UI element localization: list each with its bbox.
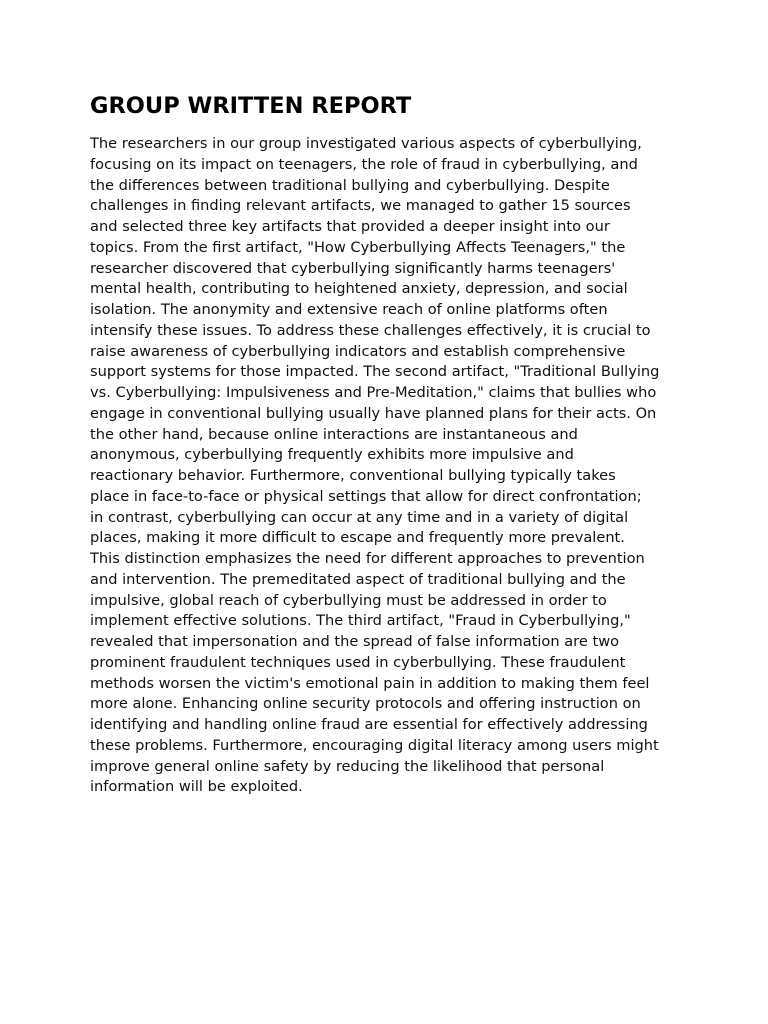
report-body-line: place in face-to-face or physical settings that allow for direct confrontation; [90, 487, 642, 505]
report-body-line: topics. From the first artifact, "How Cyberbullying Affects Teenagers," the [90, 238, 626, 256]
report-body-line: anonymous, cyberbullying frequently exhibits more impulsive and [90, 446, 574, 464]
report-body [90, 134, 690, 798]
report-body-line: implement effective solutions. The third artifact, "Fraud in Cyberbullying," [90, 612, 631, 630]
report-body-line: focusing on its impact on teenagers, the role of fraud in cyberbullying, and [90, 155, 638, 173]
report-body-line: revealed that impersonation and the spread of false information are two [90, 633, 620, 650]
report-body-line: researcher discovered that cyberbullying significantly harms teenagers' [90, 259, 616, 277]
report-body-line: information will be exploited. [90, 778, 303, 796]
report-body-line: and intervention. The premeditated aspect of traditional bullying and the [90, 570, 626, 588]
report-body-line: identifying and handling online fraud are essential for effectively addressing [90, 716, 648, 733]
report-body-line: raise awareness of cyberbullying indicators and establish comprehensive [90, 342, 626, 360]
report-body-line: This distinction emphasizes the need for different approaches to prevention [90, 550, 645, 567]
report-body-line: these problems. Furthermore, encouraging digital literacy among users might [90, 736, 659, 754]
report-body-line: reactionary behavior. Furthermore, conventional bullying typically takes [90, 467, 616, 484]
report-body-line: the differences between traditional bullying and cyberbullying. Despite [90, 176, 610, 194]
report-body-line: and selected three key artifacts that provided a deeper insight into our [90, 218, 610, 235]
report-body-line: places, making it more difficult to escape and frequently more prevalent. [90, 529, 625, 547]
report-body-line: mental health, contributing to heightened anxiety, depression, and social [90, 280, 628, 298]
report-body-line: challenges in finding relevant artifacts, we managed to gather 15 sources [90, 197, 631, 215]
report-body-line: more alone. Enhancing online security protocols and offering instruction on [90, 695, 641, 713]
report-body-line: impulsive, global reach of cyberbullying must be addressed in order to [90, 591, 607, 609]
report-body-line: in contrast, cyberbullying can occur at any time and in a variety of digital [90, 508, 629, 526]
report-body-line: vs. Cyberbullying: Impulsiveness and Pre-Meditation," claims that bullies who [90, 384, 657, 401]
report-body-line: support systems for those impacted. The second artifact, "Traditional Bullying [90, 363, 660, 381]
report-body-line: prominent fraudulent techniques used in cyberbullying. These fraudulent [90, 653, 626, 671]
report-body-line: the other hand, because online interactions are instantaneous and [90, 425, 578, 443]
report-body-line: engage in conventional bullying usually have planned plans for their acts. On [90, 404, 657, 422]
report-body-line: intensify these issues. To address these challenges effectively, it is crucial to [90, 321, 651, 339]
report-body-line: improve general online safety by reducing the likelihood that personal [90, 757, 605, 775]
report-body-line: The researchers in our group investigated various aspects of cyberbullying, [90, 135, 642, 152]
report-title: GROUP WRITTEN REPORT [90, 93, 412, 119]
report-body-line: isolation. The anonymity and extensive reach of online platforms often [90, 301, 608, 318]
report-body-line: methods worsen the victim's emotional pain in addition to making them feel [90, 674, 650, 692]
